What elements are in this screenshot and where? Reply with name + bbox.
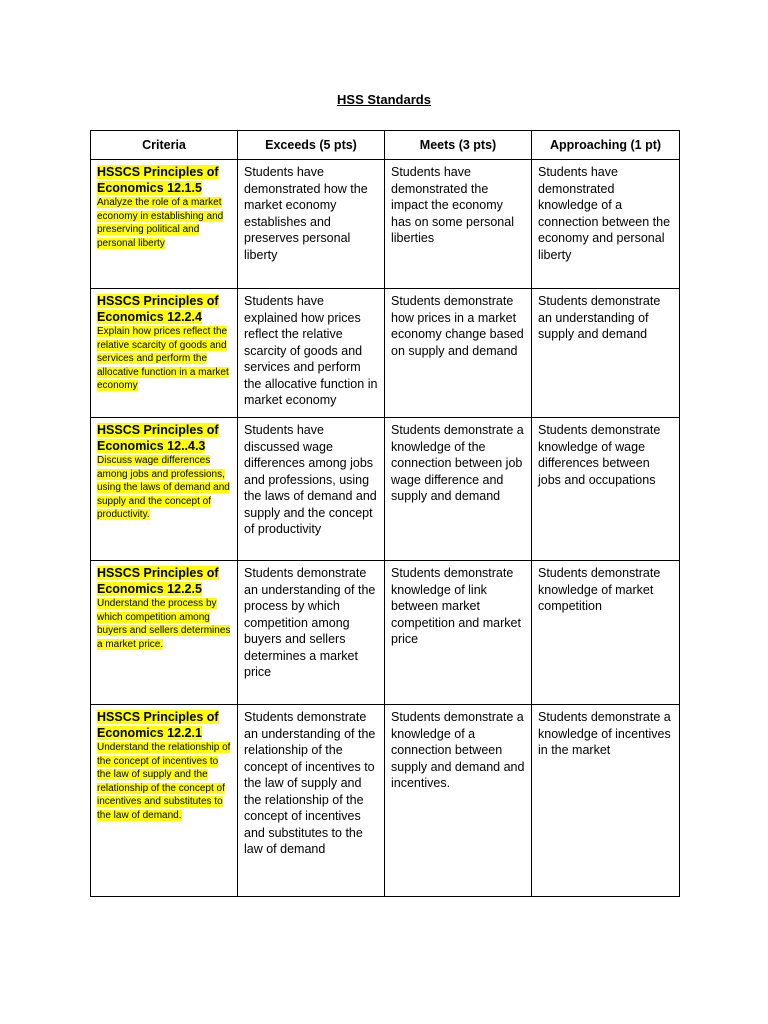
meets-cell: Students demonstrate a knowledge of the connection between job wage difference and supply and demand: [385, 418, 532, 561]
header-criteria: Criteria: [91, 131, 238, 160]
exceeds-cell: Students demonstrate an understanding of the process by which competition among buyers and sellers determines a market price: [238, 561, 385, 705]
exceeds-cell: Students have explained how prices reflect the relative scarcity of goods and services and perform the allocative function in market economy: [238, 289, 385, 418]
criteria-description: Understand the process by which competition among buyers and sellers determines a market price.: [97, 598, 231, 650]
meets-cell: Students demonstrate knowledge of link between market competition and market price: [385, 561, 532, 705]
header-exceeds: Exceeds (5 pts): [238, 131, 385, 160]
meets-cell: Students demonstrate how prices in a market economy change based on supply and demand: [385, 289, 532, 418]
table-row: [91, 160, 680, 289]
approaching-cell: Students demonstrate knowledge of wage differences between jobs and occupations: [532, 418, 680, 561]
criteria-title: HSSCS Principles of Economics 12.2.1: [97, 710, 219, 740]
criteria-description: Explain how prices reflect the relative scarcity of goods and services and perform the allocative function in a market economy: [97, 326, 229, 391]
rubric-table: [90, 130, 680, 897]
header-approaching: Approaching (1 pt): [532, 131, 680, 160]
table-row: [91, 289, 680, 418]
criteria-title: HSSCS Principles of Economics 12.1.5: [97, 165, 219, 195]
header-meets: Meets (3 pts): [385, 131, 532, 160]
approaching-cell: Students demonstrate an understanding of supply and demand: [532, 289, 680, 418]
approaching-cell: Students have demonstrated knowledge of a connection between the economy and personal liberty: [532, 160, 680, 289]
criteria-description: Understand the relationship of the concept of incentives to the law of supply and the relationship of the concept of incentives and substitutes to the law of demand.: [97, 742, 231, 821]
approaching-cell: Students demonstrate knowledge of market competition: [532, 561, 680, 705]
criteria-description: Analyze the role of a market economy in establishing and preserving political and personal liberty: [97, 197, 224, 249]
approaching-cell: Students demonstrate a knowledge of incentives in the market: [532, 705, 680, 897]
criteria-cell: [91, 160, 238, 289]
meets-cell: Students demonstrate a knowledge of a connection between supply and demand and incentives.: [385, 705, 532, 897]
table-row: [91, 561, 680, 705]
table-row: [91, 418, 680, 561]
exceeds-cell: Students have discussed wage differences among jobs and professions, using the laws of demand and supply and the concept of productivity: [238, 418, 385, 561]
criteria-cell: [91, 418, 238, 561]
page-title: HSS Standards: [337, 92, 431, 107]
exceeds-cell: Students have demonstrated how the market economy establishes and preserves personal liberty: [238, 160, 385, 289]
header-row: [91, 131, 680, 160]
criteria-description: Discuss wage differences among jobs and professions, using the laws of demand and supply and the concept of productivity.: [97, 455, 230, 520]
criteria-title: HSSCS Principles of Economics 12.2.4: [97, 294, 219, 324]
criteria-title: HSSCS Principles of Economics 12..4.3: [97, 423, 219, 453]
criteria-cell: [91, 561, 238, 705]
criteria-title: HSSCS Principles of Economics 12.2.5: [97, 566, 219, 596]
table-row: [91, 705, 680, 897]
criteria-cell: [91, 705, 238, 897]
exceeds-cell: Students demonstrate an understanding of the relationship of the concept of incentives to the law of supply and the relationship of the concept of incentives and substitutes to the law of demand: [238, 705, 385, 897]
meets-cell: Students have demonstrated the impact the economy has on some personal liberties: [385, 160, 532, 289]
criteria-cell: [91, 289, 238, 418]
